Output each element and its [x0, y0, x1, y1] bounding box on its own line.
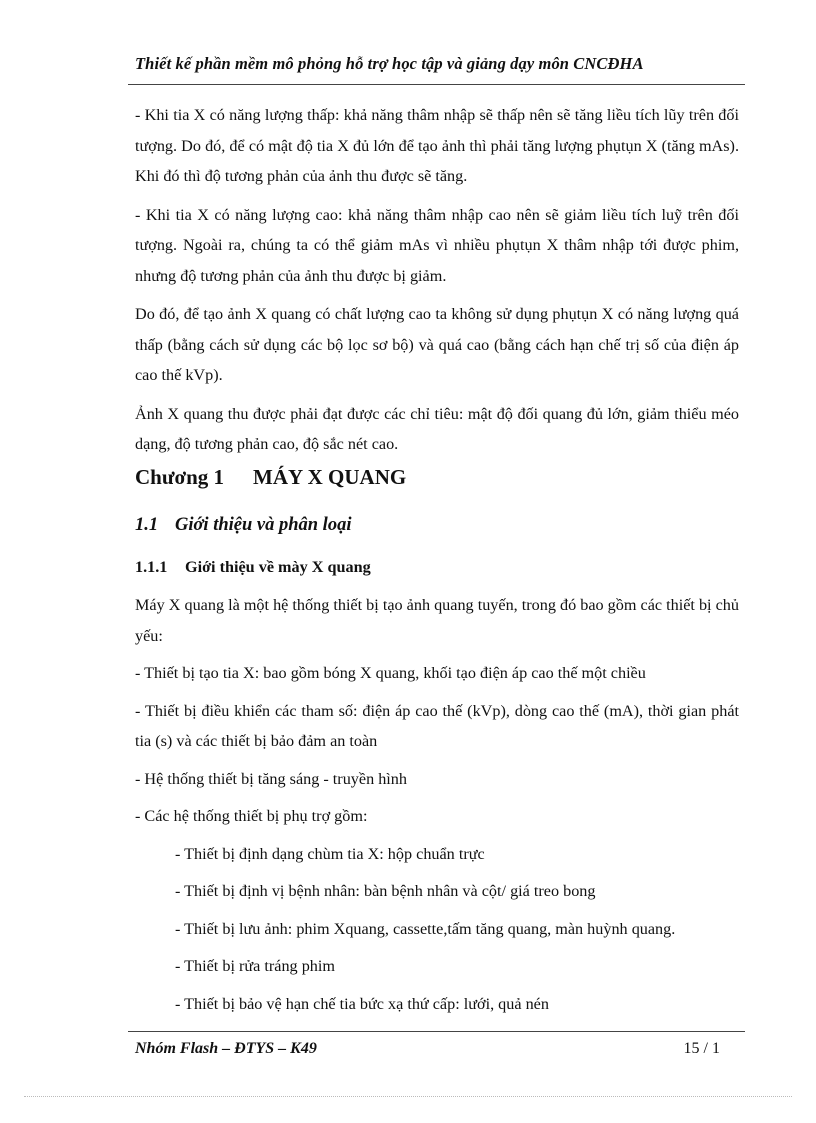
footer-divider — [128, 1031, 745, 1032]
section-number: 1.1 — [135, 515, 159, 535]
subsection-heading — [135, 558, 371, 577]
subitem-3: - Thiết bị lưu ảnh: phim Xquang, cassette,tấm tăng quang, màn huỳnh quang. — [175, 919, 676, 938]
content-item-3: - Hệ thống thiết bị tăng sáng - truyền hình — [135, 769, 407, 788]
chapter-number: Chương 1 — [135, 465, 225, 489]
subsection-number: 1.1.1 — [135, 558, 168, 576]
page-header-title: Thiết kế phần mềm mô phỏng hỗ trợ học tập và giảng dạy môn CNCĐHA — [135, 54, 644, 73]
intro-paragraph-2: - Khi tia X có năng lượng cao: khả năng thâm nhập cao nên sẽ giảm liều tích luỹ trên đối tượng. Ngoài ra, chúng ta có thể giảm mAs vì nhiều phụtụn X thâm nhập tới được phim, nhưng độ tương phản của ảnh thu được bị giảm. — [135, 205, 739, 285]
header-divider — [128, 84, 745, 85]
chapter-heading — [135, 465, 406, 490]
intro-paragraph-1: - Khi tia X có năng lượng thấp: khả năng thâm nhập sẽ thấp nên sẽ tăng liều tích lũy trên đối tượng. Do đó, để có mật độ tia X đủ lớn để tạo ảnh thì phải tăng lượng phụtụn X (tăng mAs). Khi đó thì độ tương phản của ảnh thu được sẽ tăng. — [135, 106, 739, 185]
page-bottom-edge — [24, 1096, 792, 1097]
subitem-5: - Thiết bị bảo vệ hạn chế tia bức xạ thứ cấp: lưới, quả nén — [175, 994, 549, 1013]
content-item-1: - Thiết bị tạo tia X: bao gồm bóng X quang, khối tạo điện áp cao thế một chiều — [135, 664, 646, 682]
content-section — [135, 590, 739, 1026]
content-item-4: - Các hệ thống thiết bị phụ trợ gồm: — [135, 807, 368, 825]
chapter-title: MÁY X QUANG — [253, 465, 407, 489]
footer-group-name: Nhóm Flash – ĐTYS – K49 — [135, 1040, 317, 1057]
intro-paragraph-4: Ảnh X quang thu được phải đạt được các chỉ tiêu: mật độ đối quang đủ lớn, giảm thiểu méo dạng, độ tương phản cao, độ sắc nét cao. — [135, 404, 739, 453]
content-paragraph-1: Máy X quang là một hệ thống thiết bị tạo ảnh quang tuyến, trong đó bao gồm các thiết bị chủ yếu: — [135, 596, 739, 645]
content-item-2: - Thiết bị điều khiển các tham số: điện áp cao thế (kVp), dòng cao thế (mA), thời gian phát tia (s) và các thiết bị bảo đảm an toàn — [135, 701, 739, 750]
subitem-4: - Thiết bị rửa tráng phim — [175, 957, 335, 975]
subitem-2: - Thiết bị định vị bệnh nhân: bàn bệnh nhân và cột/ giá treo bong — [175, 882, 596, 900]
intro-section — [135, 100, 739, 468]
subitem-1: - Thiết bị định dạng chùm tia X: hộp chuẩn trực — [175, 844, 485, 863]
section-heading — [135, 515, 351, 536]
page-number: 15 / 1 — [683, 1040, 720, 1057]
section-title: Giới thiệu và phân loại — [175, 515, 352, 535]
subsection-title: Giới thiệu về mày X quang — [185, 558, 371, 576]
intro-paragraph-3: Do đó, để tạo ảnh X quang có chất lượng cao ta không sử dụng phụtụn X có năng lượng quá thấp (bằng cách sử dụng các bộ lọc sơ bộ) và quá cao (bằng cách hạn chế trị số của điện áp cao thế kVp). — [135, 305, 739, 384]
